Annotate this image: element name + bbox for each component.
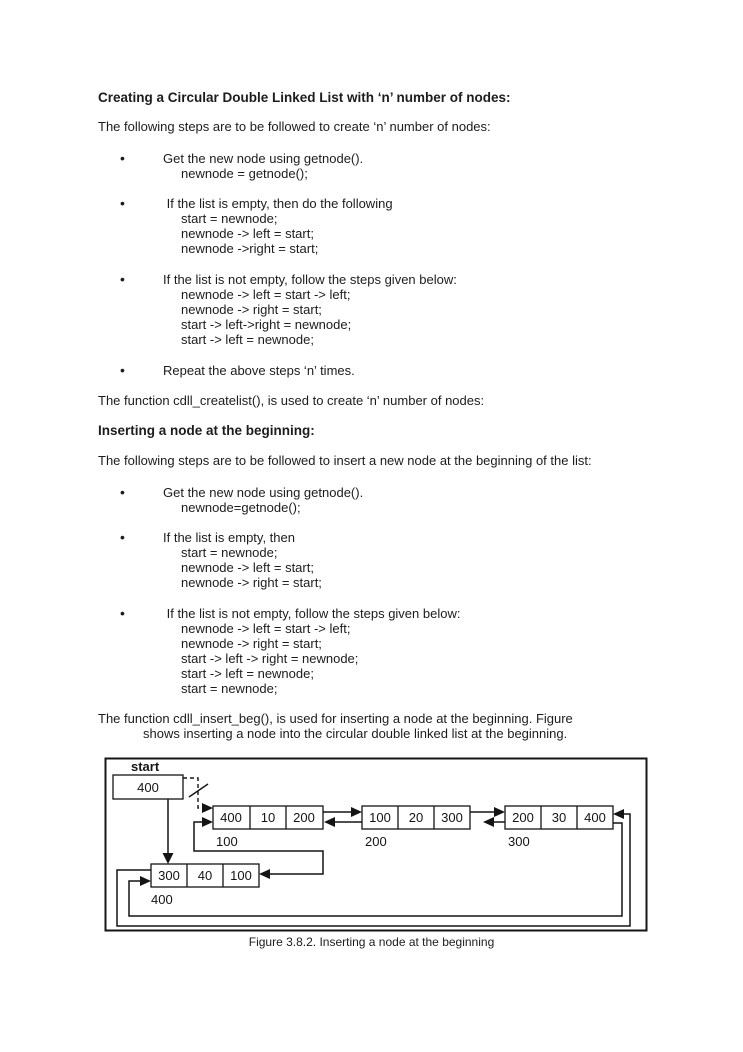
bullet-item: • Get the new node using getnode(). [163,486,363,500]
start-pointer-value: 400 [137,780,159,795]
code-line: newnode = getnode(); [181,166,308,181]
link-arrowhead-icon [613,809,624,819]
node-cell-value: 300 [441,810,463,825]
node-address-label: 200 [365,834,387,849]
link-arrowhead-icon [140,876,151,886]
bullet-item: • Repeat the above steps ‘n’ times. [163,364,355,378]
start-label: start [131,759,160,774]
section1-heading: Creating a Circular Double Linked List with ‘n’ number of nodes: [98,90,511,105]
figure-diagram [104,757,648,933]
bullet-item: • Get the new node using getnode(). [163,152,363,166]
code-line: start -> left = newnode; [181,332,314,347]
node-address-label: 100 [216,834,238,849]
node-cell-value: 100 [230,868,252,883]
node-address-label: 300 [508,834,530,849]
bullet-item: • If the list is empty, then [163,531,295,545]
link-arrowhead-icon [324,817,335,827]
section2-intro: The following steps are to be followed to insert a new node at the beginning of the list: [98,453,592,468]
start-to-newnode-arrowhead-icon [163,853,174,864]
code-line: newnode -> left = start -> left; [181,287,351,302]
code-line: start = newnode; [181,681,278,696]
old-start-link-dashed-line [183,778,203,808]
linked-list-diagram [104,757,648,933]
section2-outro-line2: shows inserting a node into the circular double linked list at the beginning. [143,726,568,741]
bullet-item: • If the list is not empty, follow the steps given below: [163,273,457,287]
code-line: newnode ->right = start; [181,241,319,256]
node-cell-value: 200 [293,810,315,825]
node-cell-value: 10 [260,810,276,825]
node-cell-value: 100 [369,810,391,825]
code-line: newnode -> left = start; [181,560,314,575]
link-arrowhead-icon [351,807,362,817]
section2-outro-line1: The function cdll_insert_beg(), is used for inserting a node at the beginning. Figure [98,711,573,726]
code-line: start = newnode; [181,545,278,560]
node-address-label: 400 [151,892,173,907]
old-start-link-arrowhead-icon [202,803,213,813]
node-cell-value: 20 [408,810,424,825]
code-line: newnode -> right = start; [181,302,322,317]
section2-heading: Inserting a node at the beginning: [98,423,315,438]
bullet-item: • If the list is empty, then do the following [163,197,393,211]
node-cell-value: 40 [197,868,213,883]
code-line: start -> left -> right = newnode; [181,651,359,666]
code-line: newnode -> left = start; [181,226,314,241]
bullet-item: • If the list is not empty, follow the steps given below: [163,607,460,621]
link-arrowhead-icon [494,807,505,817]
section1-intro: The following steps are to be followed to create ‘n’ number of nodes: [98,119,491,134]
code-line: start = newnode; [181,211,278,226]
node-cell-value: 30 [551,810,567,825]
section1-outro: The function cdll_createlist(), is used to create ‘n’ number of nodes: [98,393,485,408]
link-arrowhead-icon [483,817,494,827]
link-arrowhead-icon [202,817,213,827]
node-cell-value: 300 [158,868,180,883]
figure-caption: Figure 3.8.2. Inserting a node at the beginning [248,935,495,949]
node-cell-value: 200 [512,810,534,825]
code-line: newnode -> left = start -> left; [181,621,351,636]
node-cell-value: 400 [220,810,242,825]
code-line: newnode -> right = start; [181,575,322,590]
link-arrowhead-icon [259,869,270,879]
node-cell-value: 400 [584,810,606,825]
code-line: start -> left = newnode; [181,666,314,681]
code-line: newnode=getnode(); [181,500,301,515]
code-line: start -> left->right = newnode; [181,317,352,332]
code-line: newnode -> right = start; [181,636,322,651]
